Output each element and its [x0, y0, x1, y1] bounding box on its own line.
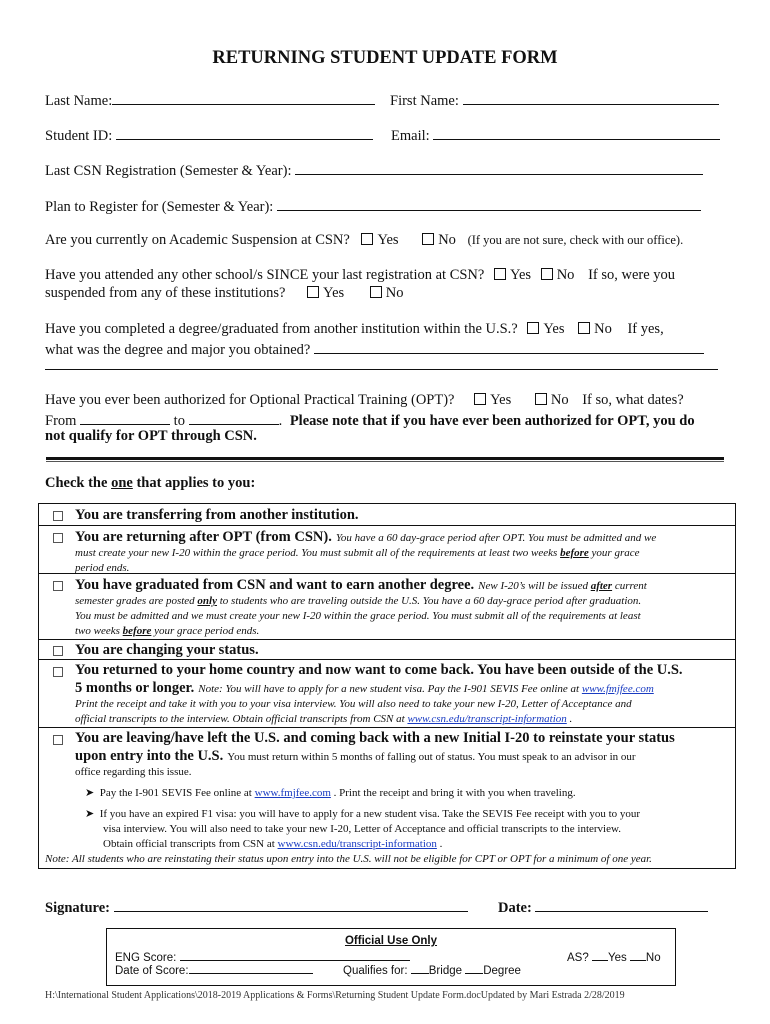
other-schools-line1: Have you attended any other school/s SINCE your last registration at CSN?	[45, 267, 485, 283]
graduated-d1a: New I-20’s will be issued	[478, 580, 591, 592]
opt-line1: Have you ever been authorized for Optional Practical Training (OPT)?	[45, 392, 455, 408]
reinstate-bullet-2	[75, 807, 727, 822]
opt-to-label: to	[173, 413, 185, 429]
returned-home-d1: Note: You will have to apply for a new student visa. Pay the I-901 SEVIS Fee online at	[198, 683, 582, 695]
option-transfer	[38, 503, 736, 525]
last-name-label: Last Name:	[45, 93, 113, 109]
reinstate-b2a: If you have an expired F1 visa: you will have to apply for a new student visa. Take the SEVIS Fee receipt with you to your	[99, 808, 641, 820]
opt-return-checkbox[interactable]	[53, 533, 63, 543]
graduated-d4a: two weeks	[75, 625, 123, 637]
transcript-link-2[interactable]: www.csn.edu/transcript-information	[277, 838, 437, 850]
check-one-heading	[45, 475, 255, 492]
opt-yes-label: Yes	[490, 392, 512, 408]
opt-yes-checkbox[interactable]	[474, 393, 486, 405]
as-yes-label: Yes	[607, 952, 627, 964]
graduated-d2	[75, 594, 727, 609]
other-schools-yes-checkbox[interactable]	[494, 268, 506, 280]
graduated-head: You have graduated from CSN and want to earn another degree.	[75, 577, 475, 593]
opt-no-label: No	[550, 392, 569, 408]
opt-return-content	[75, 528, 727, 576]
returned-home-head1: You returned to your home country and now want to come back. You have been outside of the U.S.	[75, 662, 683, 678]
degree-tail: If yes,	[627, 321, 664, 337]
option-graduated	[38, 573, 736, 639]
degree-question	[45, 321, 664, 338]
check-one-pre: Check the	[45, 475, 112, 491]
first-name-label: First Name:	[390, 93, 459, 109]
degree-yes-label: Yes	[543, 321, 565, 337]
graduated-d4c: your grace period ends.	[151, 625, 260, 637]
returned-home-d2: Print the receipt and take it with you to your visa interview. You will also need to take your new I-20, Letter of Acceptance and	[75, 698, 632, 710]
as-no-field[interactable]	[630, 949, 646, 961]
reinstate-d2: office regarding this issue.	[75, 766, 192, 778]
opt-return-d1: You have a 60 day-grace period after OPT. You must be admitted and we	[335, 532, 657, 544]
last-name-field[interactable]	[112, 90, 375, 105]
suspension-no-label: No	[438, 232, 456, 248]
suspended-no-checkbox[interactable]	[370, 286, 382, 298]
degree-field[interactable]	[465, 962, 483, 974]
other-schools-tail: If so, were you	[588, 267, 676, 283]
last-name-row	[45, 90, 375, 110]
opt-note-2: not qualify for OPT through CSN.	[45, 428, 257, 444]
plan-register-field[interactable]	[277, 196, 701, 211]
official-use-title: Official Use Only	[344, 935, 438, 947]
reinstate-b2-end: .	[439, 838, 443, 850]
graduated-d1	[478, 580, 647, 592]
last-registration-field[interactable]	[295, 160, 703, 175]
opt-from-field[interactable]	[80, 410, 170, 425]
other-schools-line2: suspended from any of these institutions?	[45, 285, 286, 301]
option-opt-return	[38, 525, 736, 573]
qualifies-row	[343, 962, 521, 977]
opt-return-d3: period ends.	[75, 562, 130, 574]
check-one-post: that applies to you:	[132, 475, 256, 491]
degree-no-checkbox[interactable]	[578, 322, 590, 334]
section-divider-thin	[46, 461, 724, 462]
student-id-label: Student ID:	[45, 128, 113, 144]
transfer-checkbox[interactable]	[53, 511, 63, 521]
graduated-checkbox[interactable]	[53, 581, 63, 591]
returned-home-head2: 5 months or longer.	[75, 680, 195, 696]
other-schools-no-label: No	[556, 267, 575, 283]
opt-return-head: You are returning after OPT (from CSN).	[75, 529, 332, 545]
email-row	[391, 125, 720, 145]
graduated-d1c: current	[612, 580, 647, 592]
eng-score-field[interactable]	[180, 949, 410, 961]
opt-no-checkbox[interactable]	[535, 393, 547, 405]
qualifies-label: Qualifies for:	[343, 965, 408, 977]
reinstate-b2b: visa interview. You will also need to take your new I-20, Letter of Acceptance and official transcripts to the interview.	[103, 823, 621, 835]
degree-extra-line[interactable]	[45, 369, 718, 370]
other-schools-no-checkbox[interactable]	[541, 268, 553, 280]
as-row	[567, 949, 661, 964]
returned-home-content	[75, 662, 727, 727]
email-field[interactable]	[433, 125, 720, 140]
suspended-no-label: No	[385, 285, 404, 301]
graduated-d2c: to students who are traveling outside the U.S. You have a 60 day-grace period after graduation.	[216, 595, 642, 607]
degree-no-label: No	[594, 321, 612, 337]
date-of-score-label: Date of Score:	[115, 965, 189, 977]
date-of-score-field[interactable]	[189, 962, 313, 974]
last-registration-label: Last CSN Registration (Semester & Year):	[45, 163, 292, 179]
bridge-label: Bridge	[428, 965, 463, 977]
bullet-arrow-icon: ➤	[85, 808, 100, 820]
degree-question-2	[45, 339, 704, 359]
first-name-row	[390, 90, 719, 110]
check-one-emphasis: one	[111, 475, 133, 491]
reinstate-b1a: Pay the I-901 SEVIS Fee online at	[99, 787, 255, 799]
fmjfee-link-2[interactable]: www.fmjfee.com	[254, 787, 331, 799]
fmjfee-link[interactable]: www.fmjfee.com	[581, 683, 654, 695]
degree-label: Degree	[483, 965, 521, 977]
reinstate-b1b: . Print the receipt and bring it with you when traveling.	[333, 787, 576, 799]
eng-score-label: ENG Score:	[115, 952, 177, 964]
student-id-row	[45, 125, 373, 145]
degree-line2: what was the degree and major you obtained?	[45, 342, 311, 358]
reinstate-bullet-1	[75, 786, 727, 801]
reinstate-note: Note: All students who are reinstating their status upon entry into the U.S. will not be eligible for CPT or OPT for a minimum of one year.	[45, 853, 652, 865]
suspension-note: (If you are not sure, check with our office).	[467, 233, 684, 247]
plan-register-row	[45, 196, 701, 216]
as-yes-field[interactable]	[592, 949, 608, 961]
graduated-d3: You must be admitted and we must create your new I-20 within the grace period. You must submit all of the requirements at least	[75, 610, 641, 622]
option-returned-home	[38, 659, 736, 727]
option-reinstate	[38, 727, 736, 869]
reinstate-content	[75, 730, 727, 852]
page-title: RETURNING STUDENT UPDATE FORM	[212, 48, 558, 68]
opt-return-d2a: must create your new I-20 within the grace period. You must submit all of the requirements at least two weeks	[75, 547, 561, 559]
reinstate-d1: You must return within 5 months of falling out of status. You must speak to an advisor in our	[227, 751, 636, 763]
last-registration-row	[45, 160, 703, 180]
plan-register-label: Plan to Register for (Semester & Year):	[45, 199, 274, 215]
reinstate-head1: You are leaving/have left the U.S. and coming back with a new Initial I-20 to reinstate your status	[75, 730, 675, 746]
opt-note-1: Please note that if you have ever been authorized for OPT, you do	[289, 413, 695, 429]
suspended-yes-checkbox[interactable]	[307, 286, 319, 298]
opt-return-d2	[75, 546, 727, 561]
degree-line1: Have you completed a degree/graduated from another institution within the U.S.?	[45, 321, 518, 337]
degree-yes-checkbox[interactable]	[527, 322, 539, 334]
other-schools-question	[45, 267, 675, 284]
official-use-box	[106, 928, 676, 986]
opt-from-label: From	[45, 413, 77, 429]
signature-field[interactable]	[114, 897, 468, 912]
changing-status-text: You are changing your status.	[75, 642, 259, 658]
suspension-yes-checkbox[interactable]	[361, 233, 373, 245]
graduated-d4	[75, 624, 727, 639]
first-name-field[interactable]	[463, 90, 719, 105]
date-field[interactable]	[535, 897, 708, 912]
returned-home-d3-text: official transcripts to the interview. Obtain official transcripts from CSN at	[75, 713, 408, 725]
graduated-d1b: after	[590, 580, 613, 592]
opt-return-d2c: your grace	[588, 547, 640, 559]
as-label: AS?	[567, 952, 589, 964]
date-label: Date:	[498, 900, 532, 916]
as-no-label: No	[645, 952, 661, 964]
signature-label: Signature:	[45, 900, 110, 916]
date-row	[498, 897, 708, 917]
graduated-d2a: semester grades are posted	[75, 595, 198, 607]
reinstate-head2: upon entry into the U.S.	[75, 748, 224, 764]
footer-path: H:\International Student Applications\2018-2019 Applications & Forms\Returning Student Update Form.docUpdated by Mari Estrada 2/28/2019	[45, 990, 625, 1001]
email-label: Email:	[391, 128, 430, 144]
suspension-no-checkbox[interactable]	[422, 233, 434, 245]
option-changing-status	[38, 639, 736, 659]
opt-tail: If so, what dates?	[582, 392, 684, 408]
suspension-yes-label: Yes	[377, 232, 399, 248]
changing-status-checkbox[interactable]	[53, 646, 63, 656]
suspended-yes-label: Yes	[323, 285, 345, 301]
reinstate-checkbox[interactable]	[53, 735, 63, 745]
student-id-field[interactable]	[116, 125, 373, 140]
other-schools-question-2	[45, 285, 404, 302]
transcript-link[interactable]: www.csn.edu/transcript-information	[407, 713, 567, 725]
opt-dates-row: From to . Please note that if you have ever been authorized for OPT, you do	[45, 410, 695, 430]
opt-question	[45, 392, 684, 409]
other-schools-yes-label: Yes	[509, 267, 532, 283]
bullet-arrow-icon: ➤	[85, 787, 100, 799]
graduated-content	[75, 576, 727, 639]
opt-return-d2b: before	[560, 547, 589, 559]
graduated-d4b: before	[122, 625, 152, 637]
returned-home-d3	[75, 712, 727, 727]
returned-home-d3-end: .	[566, 713, 573, 725]
bridge-field[interactable]	[411, 962, 429, 974]
returned-home-checkbox[interactable]	[53, 667, 63, 677]
reinstate-b2c	[75, 837, 727, 852]
opt-to-field[interactable]	[189, 410, 279, 425]
transfer-text: You are transferring from another institution.	[75, 507, 359, 523]
graduated-d2b: only	[197, 595, 217, 607]
reinstate-b2c-text: Obtain official transcripts from CSN at	[103, 838, 278, 850]
suspension-question	[45, 232, 683, 249]
date-of-score-row	[115, 962, 313, 977]
suspension-text: Are you currently on Academic Suspension at CSN?	[45, 232, 350, 248]
section-divider	[46, 457, 724, 460]
degree-major-field[interactable]	[314, 339, 704, 354]
signature-row	[45, 897, 468, 917]
